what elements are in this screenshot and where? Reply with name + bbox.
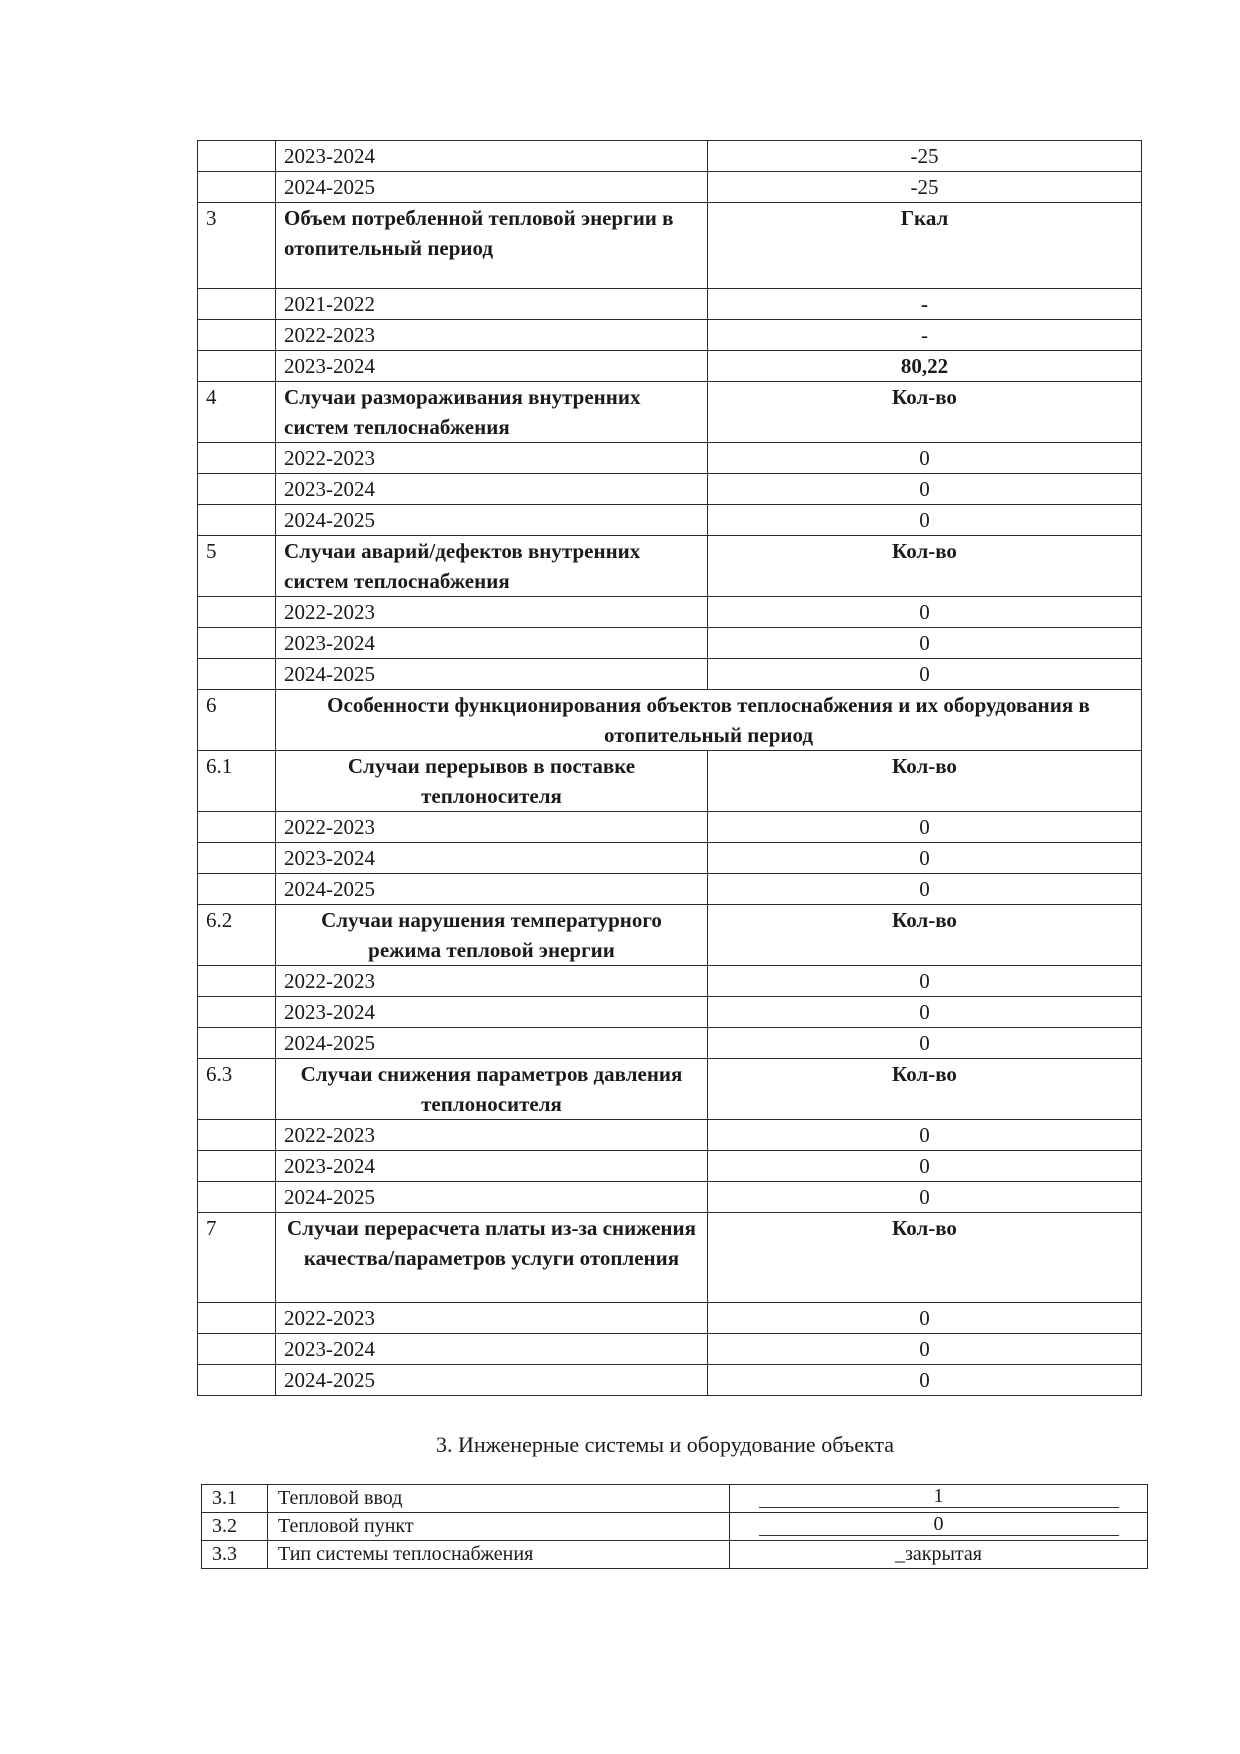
- row-label: 2023-2024: [276, 628, 708, 659]
- table-row: [198, 474, 1142, 505]
- row-label: 2023-2024: [276, 997, 708, 1028]
- row-label: Случаи размораживания внутренних систем теплоснабжения: [276, 382, 708, 443]
- row-value: 0: [708, 1365, 1142, 1396]
- table-row: [198, 751, 1142, 812]
- row-number: [198, 843, 276, 874]
- section-title: 3. Инженерные системы и оборудование объекта: [435, 1432, 895, 1457]
- engineering-systems-table: [201, 1484, 1148, 1569]
- table-row: [198, 843, 1142, 874]
- row-number: 6.1: [198, 751, 276, 812]
- row-label: 2022-2023: [276, 597, 708, 628]
- row-unit: Кол-во: [708, 1059, 1142, 1120]
- row-number: [198, 351, 276, 382]
- row-value: 1: [759, 1485, 1119, 1508]
- row-unit: Кол-во: [708, 905, 1142, 966]
- row-value: 0: [708, 474, 1142, 505]
- table-row: [198, 505, 1142, 536]
- row-label: Тепловой ввод: [268, 1485, 730, 1513]
- row-number: [198, 172, 276, 203]
- table-row: [198, 1182, 1142, 1213]
- row-number: [198, 812, 276, 843]
- row-number: [198, 1365, 276, 1396]
- row-value: 0: [759, 1513, 1119, 1536]
- row-number: [198, 659, 276, 690]
- row-number: [198, 1151, 276, 1182]
- row-label: Случаи снижения параметров давления теплоносителя: [276, 1059, 708, 1120]
- row-value: 0: [708, 628, 1142, 659]
- table-row: [198, 351, 1142, 382]
- row-value: 0: [708, 843, 1142, 874]
- row-number: [198, 997, 276, 1028]
- row-number: [198, 141, 276, 172]
- table-row: [198, 597, 1142, 628]
- row-number: 3.2: [202, 1513, 268, 1541]
- table-row: [198, 1151, 1142, 1182]
- row-value-cell: [730, 1485, 1148, 1513]
- heat-supply-table: [197, 140, 1142, 1396]
- row-label: Тип системы теплоснабжения: [268, 1541, 730, 1569]
- row-label: 2024-2025: [276, 172, 708, 203]
- row-value: 0: [708, 659, 1142, 690]
- row-number: 6.2: [198, 905, 276, 966]
- row-number: 3.3: [202, 1541, 268, 1569]
- table-row: [198, 203, 1142, 289]
- row-value: 0: [708, 1120, 1142, 1151]
- table-row: [198, 172, 1142, 203]
- row-value: _закрытая: [895, 1543, 982, 1565]
- row-value: 0: [708, 1334, 1142, 1365]
- row-label: 2022-2023: [276, 1120, 708, 1151]
- row-value: 0: [708, 597, 1142, 628]
- row-label: Случаи аварий/дефектов внутренних систем теплоснабжения: [276, 536, 708, 597]
- table-row: [198, 1120, 1142, 1151]
- row-value: 0: [708, 1028, 1142, 1059]
- row-number: [198, 1334, 276, 1365]
- section-heading: Особенности функционирования объектов теплоснабжения и их оборудования в отопительный период: [276, 690, 1142, 751]
- row-value: 80,22: [708, 351, 1142, 382]
- table-row: [198, 289, 1142, 320]
- row-label: 2024-2025: [276, 1365, 708, 1396]
- table-row: [198, 1213, 1142, 1303]
- table-row: [198, 1334, 1142, 1365]
- row-number: [198, 1120, 276, 1151]
- row-label: 2023-2024: [276, 351, 708, 382]
- table-row: [198, 659, 1142, 690]
- row-value-cell: [730, 1541, 1148, 1569]
- row-number: [198, 443, 276, 474]
- row-label: 2022-2023: [276, 443, 708, 474]
- row-label: 2024-2025: [276, 505, 708, 536]
- row-label: 2022-2023: [276, 966, 708, 997]
- row-number: [198, 289, 276, 320]
- row-number: 7: [198, 1213, 276, 1303]
- table-row: [198, 1303, 1142, 1334]
- row-number: [198, 874, 276, 905]
- row-label: 2023-2024: [276, 1151, 708, 1182]
- row-unit: Кол-во: [708, 751, 1142, 812]
- row-number: [198, 320, 276, 351]
- row-value: 0: [708, 966, 1142, 997]
- table-row: [198, 443, 1142, 474]
- row-number: [198, 597, 276, 628]
- row-value: 0: [708, 812, 1142, 843]
- row-number: [198, 966, 276, 997]
- row-label: Тепловой пункт: [268, 1513, 730, 1541]
- table-row: [198, 536, 1142, 597]
- row-value: 0: [708, 443, 1142, 474]
- row-number: 6.3: [198, 1059, 276, 1120]
- row-number: [198, 505, 276, 536]
- row-value: 0: [708, 1303, 1142, 1334]
- table-row: [198, 966, 1142, 997]
- row-label: 2023-2024: [276, 141, 708, 172]
- row-value: 0: [708, 1151, 1142, 1182]
- row-value: -25: [708, 172, 1142, 203]
- table-row: [198, 320, 1142, 351]
- row-label: 2022-2023: [276, 812, 708, 843]
- table-row: [198, 812, 1142, 843]
- table-row: [198, 997, 1142, 1028]
- row-label: 2024-2025: [276, 1028, 708, 1059]
- row-value: -: [708, 320, 1142, 351]
- table-row: [198, 382, 1142, 443]
- row-number: [198, 628, 276, 659]
- row-label: Объем потребленной тепловой энергии в отопительный период: [276, 203, 708, 289]
- row-number: 6: [198, 690, 276, 751]
- row-value: -: [708, 289, 1142, 320]
- row-value: 0: [708, 997, 1142, 1028]
- row-label: 2024-2025: [276, 874, 708, 905]
- row-label: 2024-2025: [276, 1182, 708, 1213]
- table-row: [198, 1028, 1142, 1059]
- row-number: 5: [198, 536, 276, 597]
- row-unit: Кол-во: [708, 536, 1142, 597]
- table-row: [202, 1485, 1148, 1513]
- row-label: 2022-2023: [276, 320, 708, 351]
- row-unit: Кол-во: [708, 1213, 1142, 1303]
- row-value: 0: [708, 874, 1142, 905]
- row-label: 2023-2024: [276, 1334, 708, 1365]
- table-row: [198, 1365, 1142, 1396]
- row-label: 2024-2025: [276, 659, 708, 690]
- row-label: 2022-2023: [276, 1303, 708, 1334]
- row-number: [198, 1182, 276, 1213]
- table-row: [198, 141, 1142, 172]
- row-number: 3.1: [202, 1485, 268, 1513]
- row-label: 2021-2022: [276, 289, 708, 320]
- row-value: 0: [708, 505, 1142, 536]
- row-label: Случаи перерасчета платы из-за снижения качества/параметров услуги отопления: [276, 1213, 708, 1303]
- table-row: [198, 690, 1142, 751]
- row-value-cell: [730, 1513, 1148, 1541]
- table-row: [198, 1059, 1142, 1120]
- table-row: [198, 874, 1142, 905]
- row-unit: Кол-во: [708, 382, 1142, 443]
- row-label: Случаи перерывов в поставке теплоносителя: [276, 751, 708, 812]
- row-number: [198, 1028, 276, 1059]
- row-value: 0: [708, 1182, 1142, 1213]
- row-number: 4: [198, 382, 276, 443]
- row-number: 3: [198, 203, 276, 289]
- table-row: [198, 628, 1142, 659]
- table-row: [202, 1513, 1148, 1541]
- row-label: 2023-2024: [276, 843, 708, 874]
- row-label: Случаи нарушения температурного режима тепловой энергии: [276, 905, 708, 966]
- row-number: [198, 474, 276, 505]
- row-unit: Гкал: [708, 203, 1142, 289]
- table-row: [198, 905, 1142, 966]
- row-value: -25: [708, 141, 1142, 172]
- table-row: [202, 1541, 1148, 1569]
- row-number: [198, 1303, 276, 1334]
- row-label: 2023-2024: [276, 474, 708, 505]
